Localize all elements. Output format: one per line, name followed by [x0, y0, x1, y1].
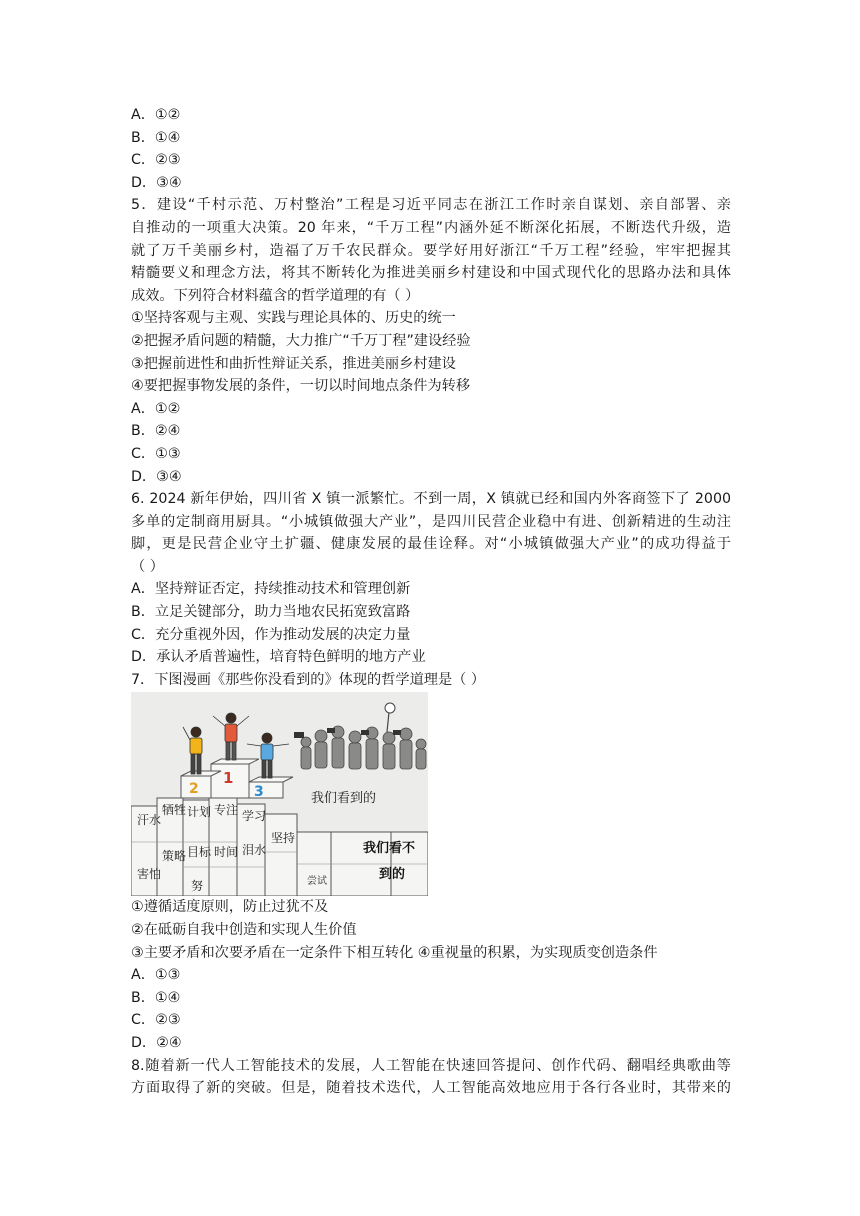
q4-option-a: A．①②: [131, 107, 181, 123]
cartoon-svg: [131, 692, 428, 896]
exam-content: [131, 104, 731, 1100]
q5-statement: ②把握矛盾问题的精髓，大力推广“千万丁程”建设经验: [131, 332, 471, 349]
q7-statement: ③主要矛盾和次要矛盾在一定条件下相互转化 ④重视量的积累，为实现质变创造条件: [131, 944, 658, 961]
q5-option-b: B．②④: [131, 423, 181, 440]
q6-stem-line: 多单的定制商用厨具。“小城镇做强大产业”，是四川民营企业稳中有进、创新精进的生动注: [131, 513, 731, 530]
q4-options: [131, 104, 731, 194]
q7-statement: ②在砥砺自我中创造和实现人生价值: [131, 922, 357, 939]
q8-stem-line: 方面取得了新的突破。但是，随着技术迭代，人工智能高效地应用于各行各业时，其带来的: [131, 1080, 731, 1097]
block-label: 学习: [242, 809, 267, 824]
block-label: 汗水: [137, 813, 162, 828]
caption-we-dont-see: 到的: [379, 867, 406, 883]
q5-stem-line: 自推动的一项重大决策。20 年来，“千万工程”内涵外延不断深化拓展，不断迭代升级，造: [131, 219, 731, 236]
q6-option-c: C．充分重视外因，作为推动发展的决定力量: [131, 626, 411, 643]
block-label: 专注: [214, 803, 239, 818]
question-5: [131, 194, 731, 488]
q4-option-c: C．②③: [131, 152, 181, 169]
block-label: 害怕: [137, 867, 162, 882]
question-7: [131, 669, 731, 1055]
block-label: 努: [191, 879, 204, 894]
q7-option-b: B．①④: [131, 989, 181, 1006]
q5-stem-line: 就了万千美丽乡村，造福了万千农民群众。要学好用好浙江“千万工程”经验，牢牢把握其: [131, 242, 731, 259]
q5-option-d: D．③④: [131, 468, 182, 485]
block-label: 泪水: [242, 843, 267, 858]
block-label: 策略: [162, 849, 187, 864]
q7-statement: ①遵循适度原则，防止过犹不及: [131, 899, 329, 916]
q4-option-b: B．①④: [131, 129, 181, 146]
q5-statement: ④要把握事物发展的条件，一切以时间地点条件为转移: [131, 378, 471, 395]
q8-stem-line: 8.随着新一代人工智能技术的发展，人工智能在快速回答提问、创作代码、翻唱经典歌曲等: [131, 1057, 731, 1074]
q6-stem-line: 脚，更是民营企业守土扩疆、健康发展的最佳诠释。对“小城镇做强大产业”的成功得益于: [131, 536, 731, 553]
cartoon-image: [131, 692, 428, 896]
block-label: 目标: [187, 845, 212, 860]
q6-stem-line: 6. 2024 新年伊始，四川省 X 镇一派繁忙。不到一周，X 镇就已经和国内外客商签下了 2000: [131, 491, 731, 508]
q5-option-a: A．①②: [131, 400, 181, 417]
block-label: 坚持: [271, 831, 296, 846]
q6-option-b: B．立足关键部分，助力当地农民拓宽致富路: [131, 604, 411, 621]
q5-option-c: C．①③: [131, 445, 181, 462]
q6-option-a: A．坚持辩证否定，持续推动技术和管理创新: [131, 581, 411, 598]
caption-we-dont-see: 我们看不: [363, 841, 416, 857]
question-8: [131, 1055, 731, 1100]
q6-option-d: D．承认矛盾普遍性，培育特色鲜明的地方产业: [131, 649, 426, 666]
q7-option-c: C．②③: [131, 1012, 181, 1029]
q6-stem-line: （ ）: [131, 558, 164, 575]
block-label: 尝试: [307, 876, 327, 888]
q4-option-d: D．③④: [131, 174, 182, 191]
q7-option-a: A．①③: [131, 967, 181, 984]
block-label: 时间: [214, 845, 239, 860]
podium-number-3: 3: [254, 784, 264, 801]
q7-option-d: D．②④: [131, 1035, 182, 1051]
q5-stem-line: 成效。下列符合材料蕴含的哲学道理的有（ ）: [131, 287, 420, 304]
block-label: 计划: [187, 805, 212, 820]
q5-statement: ③把握前进性和曲折性辩证关系，推进美丽乡村建设: [131, 355, 456, 372]
q5-statement: ①坚持客观与主观、实践与理论具体的、历史的统一: [131, 310, 456, 327]
podium-number-1: 1: [223, 769, 234, 788]
caption-we-see: 我们看到的: [311, 791, 377, 807]
podium-number-2: 2: [189, 781, 199, 798]
q5-stem-line: 5．建设“千村示范、万村整治”工程是习近平同志在浙江工作时亲自谋划、亲自部署、亲: [131, 197, 731, 214]
question-6: [131, 488, 731, 669]
block-label: 牺牲: [162, 803, 187, 818]
q5-stem-line: 精髓要义和理念方法，将其不断转化为推进美丽乡村建设和中国式现代化的思路办法和具体: [131, 265, 731, 282]
q7-stem: 7．下图漫画《那些你没看到的》体现的哲学道理是（ ）: [131, 671, 486, 688]
